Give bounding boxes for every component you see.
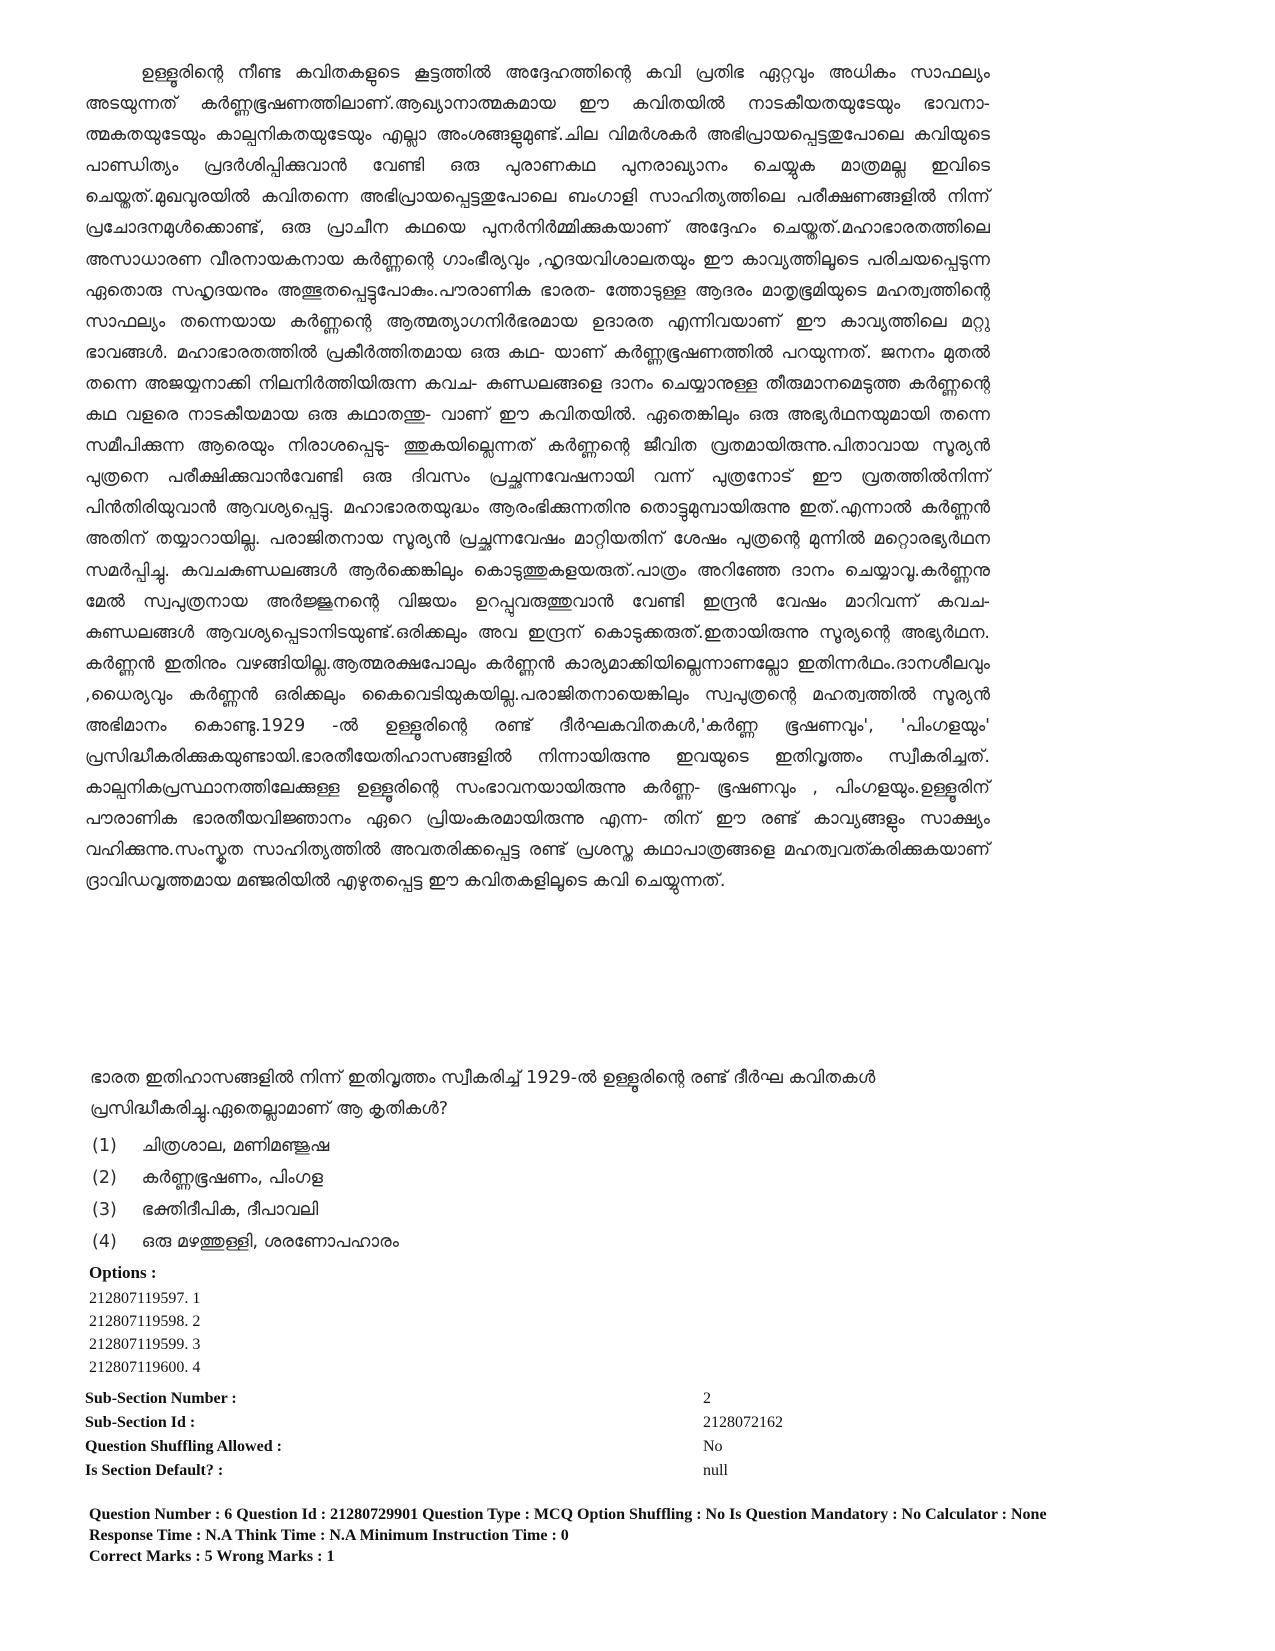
option-id-item: 212807119598. 2: [89, 1313, 201, 1330]
choice-item: [92, 1194, 399, 1226]
meta-row: [85, 1435, 985, 1459]
choice-text: കർണ്ണഭൂഷണം, പിംഗള: [141, 1168, 323, 1188]
footer-line: Correct Marks : 5 Wrong Marks : 1: [89, 1548, 335, 1565]
option-id-item: 212807119597. 1: [89, 1290, 201, 1307]
meta-key: Sub-Section Id :: [85, 1414, 196, 1431]
choice-number: (2): [92, 1168, 117, 1188]
choice-text: ചിത്രശാല, മണിമഞ്ജുഷ: [141, 1136, 330, 1156]
choice-number: (4): [92, 1232, 117, 1252]
choice-text: ഭക്തിദീപിക, ദീപാവലി: [141, 1200, 319, 1220]
choice-item: [92, 1226, 399, 1258]
meta-key: Is Section Default? :: [85, 1462, 224, 1479]
question-text: ഭാരത ഇതിഹാസങ്ങളിൽ നിന്ന് ഇതിവൃത്തം സ്വീകരിച്ച് 1929-ൽ ഉള്ളൂരിന്റെ രണ്ട് ദീർഘ കവിതകൾ പ്രസിദ്ധീകരിച്ചു.ഏതെല്ലാമാണ് ആ കൃതികൾ?: [90, 1068, 876, 1119]
option-id-item: 212807119599. 3: [89, 1336, 201, 1353]
meta-row: [85, 1459, 985, 1483]
footer-line: Response Time : N.A Think Time : N.A Minimum Instruction Time : 0: [89, 1527, 569, 1544]
meta-value: 2128072162: [703, 1414, 783, 1431]
meta-row: [85, 1411, 985, 1435]
choice-item: [92, 1130, 399, 1162]
subsection-meta: [85, 1387, 985, 1483]
choice-number: (3): [92, 1200, 117, 1220]
passage-text: ഉള്ളൂരിന്റെ നീണ്ട കവിതകളുടെ കൂട്ടത്തിൽ അദ്ദേഹത്തിന്റെ കവി പ്രതിഭ ഏറ്റവും അധികം സാഫല്യം അടയുന്നത് കർണ്ണഭൂഷണത്തിലാണ്.ആഖ്യാനാത്മകമായ ഈ കവിതയിൽ നാടകീയതയുടേയും ഭാവനാ- ത്മകതയുടേയും കാല്പനികതയുടേയും എല്ലാ അംശങ്ങളുമുണ്ട്.ചില വിമർശകർ അഭിപ്രായപ്പെട്ടതുപോലെ കവിയുടെ പാണ്ഡിത്യം പ്രദർശിപ്പിക്കുവാൻ വേണ്ടി ഒരു പുരാണകഥ പുനരാഖ്യാനം ചെയ്യുക മാത്രമല്ല ഇവിടെ ചെയ്തത്.മുഖവുരയിൽ കവിതന്നെ അഭിപ്രായപ്പെട്ടതുപോലെ ബംഗാളി സാഹിത്യത്തിലെ പരീക്ഷണങ്ങളിൽ നിന്ന് പ്രചോദനമുൾക്കൊണ്ട്, ഒരു പ്രാചീന കഥയെ പുനർനിർമ്മിക്കുകയാണ് അദ്ദേഹം ചെയ്തത്.മഹാഭാരതത്തിലെ അസാധാരണ വീരനായകനായ കർണ്ണന്റെ ഗാംഭീര്യവും ,ഹൃദയവിശാലതയും ഈ കാവ്യത്തിലൂടെ പരിചയപ്പെടുന്ന ഏതൊരു സഹൃദയനും അത്ഭുതപ്പെട്ടുപോകും.പൗരാണിക ഭാരത- ത്തോടുള്ള ആദരം മാതൃഭൂമിയുടെ മഹത്വത്തിന്റെ സാഫല്യം തന്നെയായ കർണ്ണന്റെ ആത്മത്യാഗനിർഭരമായ ഉദാരത എന്നിവയാണ് ഈ കാവ്യത്തിലെ മറ്റു ഭാവങ്ങൾ. മഹാഭാരതത്തിൽ പ്രകീർത്തിതമായ ഒരു കഥ- യാണ് കർണ്ണഭൂഷണത്തിൽ പറയുന്നത്. ജനനം മുതൽ തന്നെ അജയ്യനാക്കി നിലനിർത്തിയിരുന്ന കവച- കുണ്ഡലങ്ങളെ ദാനം ചെയ്യാനുള്ള തീരുമാനമെടുത്ത കർണ്ണന്റെ കഥ വളരെ നാടകീയമായ ഒരു കഥാതന്തു- വാണ് ഈ കവിതയിൽ. ഏതെങ്കിലും ഒരു അഭ്യർഥനയുമായി തന്നെ സമീപിക്കുന്ന ആരെയും നിരാശപ്പെടു- ത്തുകയില്ലെന്നത് കർണ്ണന്റെ ജീവിത വ്രതമായിരുന്നു.പിതാവായ സൂര്യൻ പുത്രനെ പരീക്ഷിക്കുവാൻവേണ്ടി ഒരു ദിവസം പ്രച്ഛന്നവേഷനായി വന്ന് പുത്രനോട് ഈ വ്രതത്തിൽനിന്ന് പിൻതിരിയുവാൻ ആവശ്യപ്പെട്ടു. മഹാഭാരതയുദ്ധം ആരംഭിക്കുന്നതിനു തൊട്ടുമുമ്പായിരുന്നു ഇത്.എന്നാൽ കർണ്ണൻ അതിന് തയ്യാറായില്ല. പരാജിതനായ സൂര്യൻ പ്രച്ഛന്നവേഷം മാറ്റിയതിന് ശേഷം പുത്രന്റെ മുന്നിൽ മറ്റൊരഭ്യർഥന സമർപ്പിച്ചു. കവചകുണ്ഡലങ്ങൾ ആർക്കെങ്കിലും കൊടുത്തുകളയരുത്.പാത്രം അറിഞ്ഞേ ദാനം ചെയ്യാവൂ.കർണ്ണനു മേൽ സ്വപുത്രനായ അർജ്ജുനന്റെ വിജയം ഉറപ്പുവരുത്തുവാൻ വേണ്ടി ഇന്ദ്രൻ വേഷം മാറിവന്ന് കവച- കുണ്ഡലങ്ങൾ ആവശ്യപ്പെടാനിടയുണ്ട്.ഒരിക്കലും അവ ഇന്ദ്രന് കൊടുക്കരുത്.ഇതായിരുന്നു സൂര്യന്റെ അഭ്യർഥന. കർണ്ണൻ ഇതിനും വഴങ്ങിയില്ല.ആത്മരക്ഷപോലും കർണ്ണൻ കാര്യമാക്കിയില്ലെന്നാണല്ലോ ഇതിന്നർഥം.ദാനശീലവും ,ധൈര്യവും കർണ്ണൻ ഒരിക്കലും കൈവെടിയുകയില്ല.പരാജിതനായെങ്കിലും സ്വപുത്രന്റെ മഹത്വത്തിൽ സൂര്യൻ അഭിമാനം കൊണ്ടു.1929 -ൽ ഉള്ളൂരിന്റെ രണ്ട് ദീർഘകവിതകൾ,'കർണ്ണ ഭൂഷണവും', 'പിംഗളയും' പ്രസിദ്ധീകരിക്കുകയുണ്ടായി.ഭാരതീയേതിഹാസങ്ങളിൽ നിന്നായിരുന്നു ഇവയുടെ ഇതിവൃത്തം സ്വീകരിച്ചത്. കാല്പനികപ്രസ്ഥാനത്തിലേക്കുള്ള ഉള്ളൂരിന്റെ സംഭാവനയായിരുന്നു കർണ്ണ- ഭൂഷണവും , പിംഗളയും.ഉള്ളൂരിന് പൗരാണിക ഭാരതീയവിജ്ഞാനം ഏറെ പ്രിയംകരമായിരുന്നു എന്ന- തിന് ഈ രണ്ട് കാവ്യങ്ങളും സാക്ഷ്യം വഹിക്കുന്നു.സംസ്കൃത സാഹിത്യത്തിൽ അവതരിക്കപ്പെട്ട രണ്ട് പ്രശസ്ത കഥാപാത്രങ്ങളെ മഹത്വവത്കരിക്കുകയാണ് ദ്രാവിഡവൃത്തമായ മഞ്ജരിയിൽ എഴുതപ്പെട്ട ഈ കവിതകളിലൂടെ കവി ചെയ്യുന്നത്.: [85, 63, 990, 892]
meta-value: null: [703, 1462, 728, 1479]
option-id-list: [89, 1287, 200, 1379]
choice-item: [92, 1162, 399, 1194]
options-heading: Options :: [89, 1263, 157, 1282]
choice-text: ഒരു മഴത്തുള്ളി, ശരണോപഹാരം: [141, 1232, 400, 1252]
footer-line: Question Number : 6 Question Id : 21280729901 Question Type : MCQ Option Shuffling : No Is Question Mandatory : No Calculator : None: [89, 1506, 1047, 1523]
meta-row: [85, 1387, 985, 1411]
meta-key: Question Shuffling Allowed :: [85, 1438, 282, 1455]
passage-image-block: [85, 58, 990, 898]
meta-key: Sub-Section Number :: [85, 1390, 237, 1407]
choice-list: [92, 1130, 399, 1258]
meta-value: 2: [703, 1390, 711, 1407]
meta-value: No: [703, 1438, 723, 1455]
question-footer: [89, 1504, 1239, 1567]
choice-number: (1): [92, 1136, 117, 1156]
option-id-item: 212807119600. 4: [89, 1359, 201, 1376]
